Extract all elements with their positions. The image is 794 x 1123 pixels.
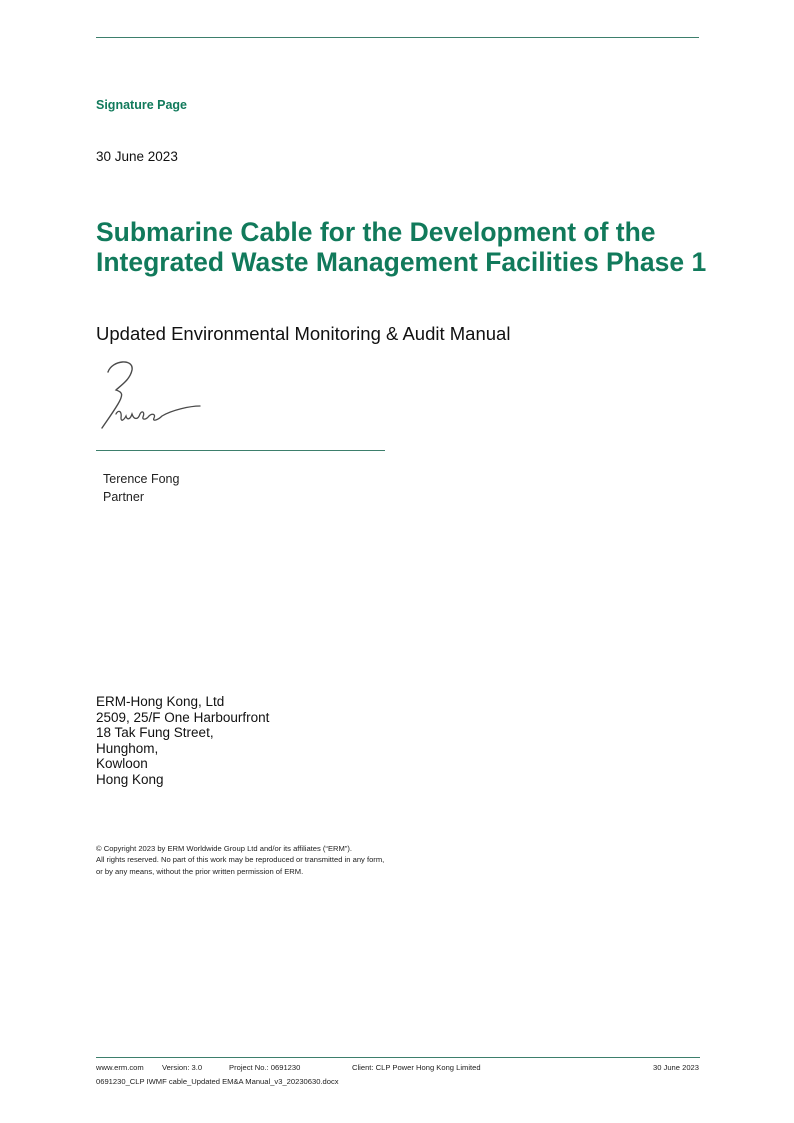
signatory-block [103, 470, 179, 506]
address-line: Hong Kong [96, 771, 164, 787]
footer-project: Project No.: 0691230 [229, 1063, 301, 1072]
copyright-line: All rights reserved. No part of this work may be reproduced or transmitted in any form, [96, 855, 385, 865]
footer-website: www.erm.com [96, 1063, 144, 1072]
copyright-notice [96, 843, 384, 877]
footer-version: Version: 3.0 [162, 1063, 203, 1072]
signatory-role: Partner [103, 490, 144, 504]
signatory-name: Terence Fong [103, 472, 180, 486]
address-line: Hunghom, [96, 740, 159, 756]
document-title: Submarine Cable for the Development of the Integrated Waste Management Facilities Phase 1 [96, 217, 707, 277]
header-rule [96, 37, 699, 38]
address-line: ERM-Hong Kong, Ltd [96, 694, 225, 709]
document-date: 30 June 2023 [96, 149, 178, 164]
signature-line [96, 450, 385, 451]
footer-rule [96, 1057, 700, 1058]
footer-date: 30 June 2023 [652, 1063, 699, 1072]
address-line: Kowloon [96, 756, 148, 772]
handwritten-signature [94, 356, 214, 441]
document-subtitle: Updated Environmental Monitoring & Audit Manual [96, 323, 511, 344]
address-line: 18 Tak Fung Street, [96, 725, 214, 741]
copyright-line: © Copyright 2023 by ERM Worldwide Group Ltd and/or its affiliates (“ERM”). [96, 844, 353, 853]
company-address [96, 694, 269, 788]
footer-client: Client: CLP Power Hong Kong Limited [352, 1063, 481, 1072]
footer-filename: 0691230_CLP IWMF cable_Updated EM&A Manual_v3_20230630.docx [96, 1077, 339, 1086]
signature-page-heading: Signature Page [96, 98, 187, 112]
address-line: 2509, 25/F One Harbourfront [96, 709, 270, 725]
copyright-line: or by any means, without the prior written permission of ERM. [96, 866, 304, 876]
